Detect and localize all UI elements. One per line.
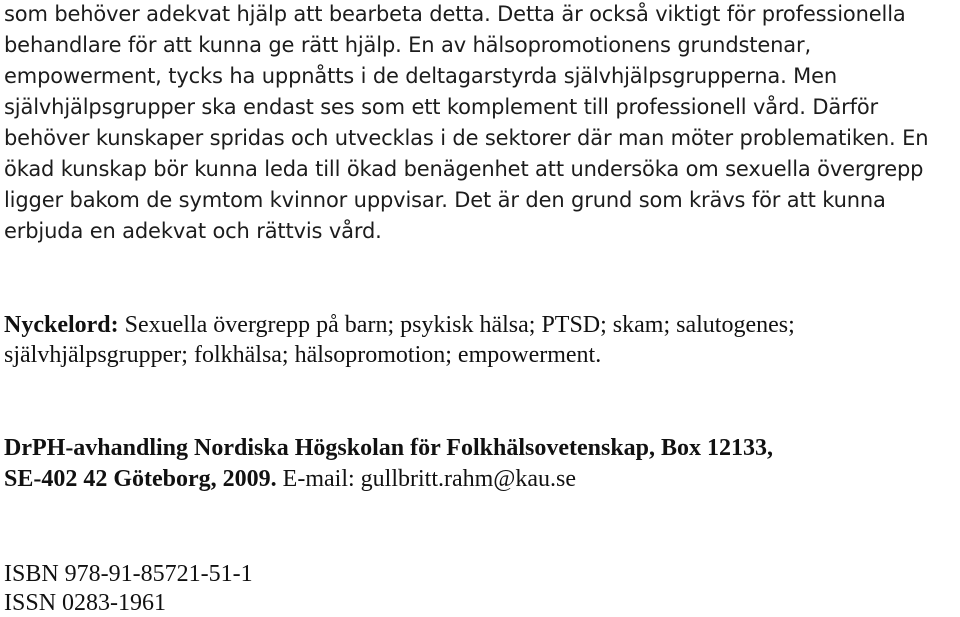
thesis-line-2	[4, 466, 576, 493]
abstract-line-2: behandlare för att kunna ge rätt hjälp. En av hälsopromotionens grundstenar,	[4, 33, 812, 57]
thesis-email: E-mail: gullbritt.rahm@kau.se	[276, 466, 577, 492]
keywords-line-1	[4, 312, 795, 339]
abstract-line-3: empowerment, tycks ha uppnåtts i de deltagarstyrda självhjälpsgrupperna. Men	[4, 64, 838, 88]
keywords-label: Nyckelord:	[4, 312, 119, 338]
isbn: ISBN 978-91-85721-51-1	[4, 561, 253, 587]
abstract-line-6: ökad kunskap bör kunna leda till ökad benägenhet att undersöka om sexuella övergrepp	[4, 157, 924, 181]
abstract-line-5: behöver kunskaper spridas och utvecklas i de sektorer där man möter problematiken. En	[4, 126, 929, 150]
abstract-line-7: ligger bakom de symtom kvinnor uppvisar. Det är den grund som krävs för att kunna	[4, 188, 886, 212]
issn: ISSN 0283-1961	[4, 590, 167, 616]
thesis-line-1: DrPH-avhandling Nordiska Högskolan för Folkhälsovetenskap, Box 12133,	[4, 435, 774, 461]
thesis-address: SE-402 42 Göteborg, 2009.	[4, 466, 277, 492]
abstract-line-1: som behöver adekvat hjälp att bearbeta detta. Detta är också viktigt för professionella	[4, 2, 906, 26]
abstract-line-8: erbjuda en adekvat och rättvis vård.	[4, 219, 382, 243]
keywords-text-1: Sexuella övergrepp på barn; psykisk hälsa; PTSD; skam; salutogenes;	[118, 312, 795, 338]
keywords-line-2: självhjälpsgrupper; folkhälsa; hälsopromotion; empowerment.	[4, 342, 602, 368]
abstract-line-4: självhjälpsgrupper ska endast ses som ett komplement till professionell vård. Därför	[4, 95, 879, 119]
